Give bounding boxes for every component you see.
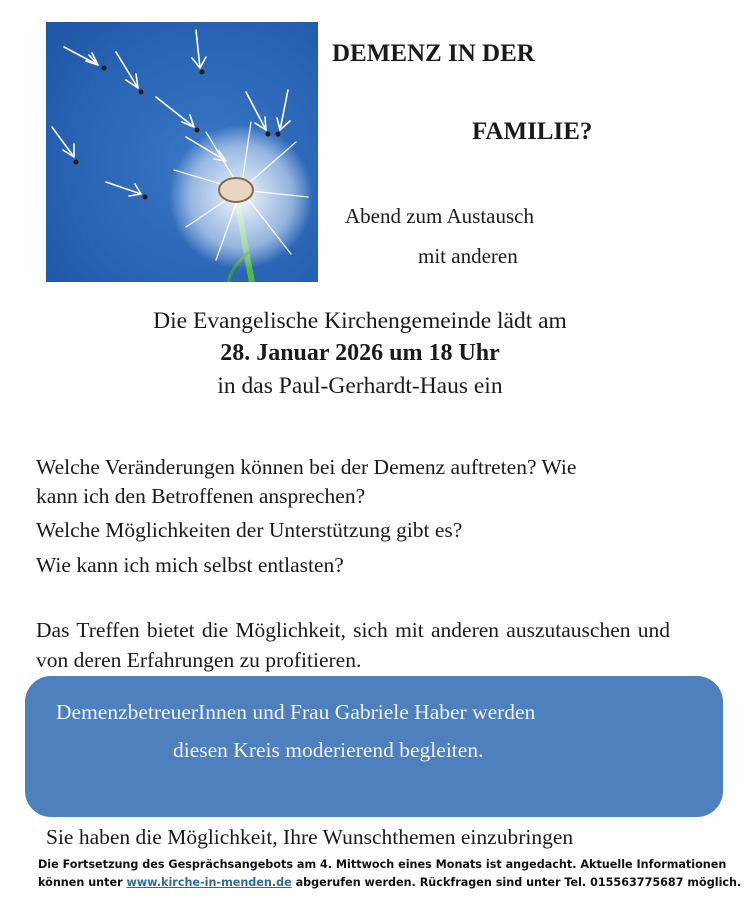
subtitle-line-2: mit anderen bbox=[418, 244, 518, 268]
question-3: Wie kann ich mich selbst entlasten? bbox=[36, 553, 344, 577]
invitation-location: in das Paul-Gerhardt-Haus ein bbox=[217, 373, 503, 399]
event-date: 28. Januar 2026 um 18 Uhr bbox=[220, 340, 500, 366]
moderation-line-1: DemenzbetreuerInnen und Frau Gabriele Haber werden bbox=[56, 700, 536, 724]
website-link[interactable]: www.kirche-in-menden.de bbox=[126, 876, 292, 889]
footer-line-2-start: können unter bbox=[38, 876, 127, 889]
moderation-line-2: diesen Kreis moderierend begleiten. bbox=[173, 738, 484, 762]
question-2: Welche Möglichkeiten der Unterstützung gibt es? bbox=[36, 518, 463, 542]
footer-line-2 bbox=[38, 874, 747, 892]
invitation-line-1: Die Evangelische Kirchengemeinde lädt am bbox=[153, 308, 567, 334]
footer-line-1: Die Fortsetzung des Gesprächsangebots am 4. Mittwoch eines Monats ist angedacht. Aktuelle Informationen bbox=[38, 858, 727, 871]
dandelion-painting bbox=[46, 22, 318, 282]
subtitle-line-1: Abend zum Austausch bbox=[345, 204, 534, 228]
wish-topics-text: Sie haben die Möglichkeit, Ihre Wunschthemen einzubringen bbox=[46, 825, 574, 849]
footer-notice bbox=[38, 856, 747, 892]
title-line-1: DEMENZ IN DER bbox=[332, 40, 535, 67]
title-line-2: FAMILIE? bbox=[472, 118, 593, 145]
footer-line-2-end: abgerufen werden. Rückfragen sind unter Tel. 015563775687 möglich. bbox=[291, 876, 742, 889]
question-1-line-2: kann ich den Betroffenen ansprechen? bbox=[36, 484, 366, 508]
meeting-description: Das Treffen bietet die Möglichkeit, sich mit anderen auszutauschen und von deren Erfahrungen zu profitieren. bbox=[36, 618, 670, 672]
question-1-line-1: Welche Veränderungen können bei der Demenz auftreten? Wie bbox=[36, 455, 577, 479]
